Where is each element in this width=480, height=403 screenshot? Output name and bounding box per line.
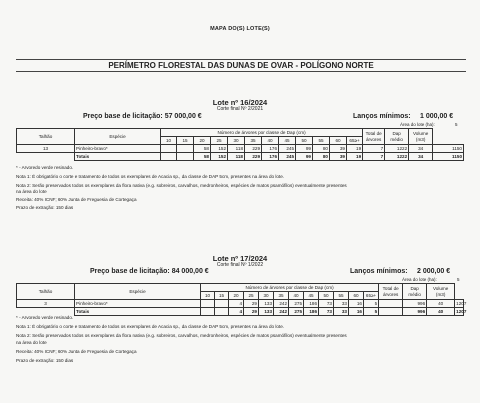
cell-value: 242 xyxy=(274,308,289,316)
cell-value: 176 xyxy=(262,145,279,153)
cell-value: 133 xyxy=(259,300,274,308)
cell-value: 33 xyxy=(334,300,349,308)
col-group-dap: Número de árvores por classe de Dap (cm) xyxy=(161,129,363,137)
cell-volume: 1150 xyxy=(433,145,464,153)
cell-value xyxy=(215,308,229,316)
col-class: 55 xyxy=(334,292,349,300)
lot-2-note: na área do lote xyxy=(16,340,47,345)
lot-1-table xyxy=(16,128,464,161)
cell-value xyxy=(201,300,215,308)
cell-value: 118 xyxy=(228,153,245,161)
cell-value xyxy=(161,145,177,153)
col-class: 35 xyxy=(274,292,289,300)
cell-value: 16 xyxy=(349,300,364,308)
col-total: Total de árvores xyxy=(363,129,385,145)
totals-row xyxy=(17,308,464,316)
lot-1-min-bid-label: Lanços mínimos: xyxy=(353,113,411,120)
table-row xyxy=(17,300,464,308)
cell-volume: 1150 xyxy=(433,153,464,161)
cell-value xyxy=(161,153,177,161)
cell-value: 152 xyxy=(211,145,228,153)
cell-value: 4 xyxy=(229,308,244,316)
cell-talhao: 3 xyxy=(17,300,75,308)
lot-1-title: Lote nº 16/2024 xyxy=(212,98,268,107)
col-volume: Volume (m3) xyxy=(427,284,455,300)
lot-1-min-bid-value: 1 000,00 € xyxy=(420,113,454,120)
cell-dap: 34 xyxy=(409,153,433,161)
lot-1-note: Nota 1: É obrigatório o corte e tratamento de todos os exemplares de Acacia sp., da classe de DAP 5cm, presentes na área do lote. xyxy=(16,174,285,179)
col-class: 15 xyxy=(177,137,194,145)
cell-value: 242 xyxy=(274,300,289,308)
col-class: 40 xyxy=(262,137,279,145)
cell-value: 29 xyxy=(244,308,259,316)
totals-label: Totais xyxy=(75,308,201,316)
col-total: Total de árvores xyxy=(379,284,403,300)
col-talhao: Talhão xyxy=(17,284,75,300)
lot-1-note: * - Arvoredo verde resinado. xyxy=(16,165,74,170)
lot-1-note: na área do lote xyxy=(16,189,47,194)
col-class: 45 xyxy=(304,292,319,300)
cell-especie: Pinheiro-bravo* xyxy=(75,300,201,308)
col-class: 25 xyxy=(211,137,228,145)
cell-value: 229 xyxy=(245,145,262,153)
lot-2-note: * - Arvoredo verde resinado. xyxy=(16,315,74,320)
cell-value: 80 xyxy=(313,145,330,153)
col-class: 35 xyxy=(245,137,262,145)
lot-2-table xyxy=(16,283,467,316)
cell-value: 186 xyxy=(304,300,319,308)
col-class: 30 xyxy=(228,137,245,145)
cell-value xyxy=(379,308,403,316)
cell-dap: 34 xyxy=(409,145,433,153)
cell-value: 58 xyxy=(194,153,211,161)
cell-total: 1222 xyxy=(385,153,409,161)
lot-2-note: Nota 1: É obrigatório o corte e tratamento de todos os exemplares de Acacia sp., da classe de DAP 5cm, presentes na área do lote. xyxy=(16,324,285,329)
col-dap: Dap médio xyxy=(385,129,409,145)
lot-2-price: Preço base de licitação: 84 000,00 € xyxy=(90,268,209,275)
col-class: 65≥+ xyxy=(347,137,363,145)
cell-value xyxy=(215,300,229,308)
col-class: 20 xyxy=(194,137,211,145)
col-dap: Dap médio xyxy=(403,284,427,300)
lot-1-price: Preço base de licitação: 57 000,00 € xyxy=(83,113,202,120)
totals-label: Totais xyxy=(75,153,161,161)
cell-value: 275 xyxy=(289,308,304,316)
cell-value: 80 xyxy=(313,153,330,161)
cell-value: 99 xyxy=(296,153,313,161)
col-class: 50 xyxy=(319,292,334,300)
cell-value: 16 xyxy=(349,308,364,316)
lot-1-area-value: 5 xyxy=(455,122,458,127)
cell-dap: 40 xyxy=(427,308,455,316)
col-class: 15 xyxy=(215,292,229,300)
col-especie: Espécie xyxy=(75,129,161,145)
col-class: 40 xyxy=(289,292,304,300)
col-especie: Espécie xyxy=(75,284,201,300)
cell-value: 245 xyxy=(279,153,296,161)
cell-value xyxy=(201,308,215,316)
cell-value: 4 xyxy=(229,300,244,308)
cell-value: 5 xyxy=(364,300,379,308)
cell-value: 99 xyxy=(296,145,313,153)
totals-row xyxy=(17,153,464,161)
cell-talhao: 13 xyxy=(17,145,75,153)
col-class: 20 xyxy=(229,292,244,300)
cell-value: 245 xyxy=(279,145,296,153)
cell-value: 73 xyxy=(319,300,334,308)
lot-2-note: Prazo de extração: 150 dias xyxy=(16,358,74,363)
cell-volume: 1207 xyxy=(456,308,467,314)
cell-value xyxy=(177,145,194,153)
cell-value: 19 xyxy=(347,145,363,153)
cell-empty xyxy=(17,153,75,161)
cell-value: 5 xyxy=(364,308,379,316)
lot-2-area-value: 5 xyxy=(457,277,460,282)
col-class: 60 xyxy=(349,292,364,300)
cell-value: 7 xyxy=(363,153,385,161)
cell-value: 275 xyxy=(289,300,304,308)
lot-2-note: Nota 2: Serão preservados todos os exemplares da flora nativa (e.g. sobreiros, carvalhos, medronheiros, espécies de matos psamófilos) eventualmente presentes xyxy=(16,333,347,338)
cell-value: 176 xyxy=(262,153,279,161)
cell-value: 118 xyxy=(228,145,245,153)
cell-value: 29 xyxy=(244,300,259,308)
cell-value xyxy=(379,300,403,308)
lot-1-note: Nota 2: Serão preservados todos os exemplares da flora nativa (e.g. sobreiros, carvalhos, medronheiros, espécies de matos psamófilos) eventualmente presentes xyxy=(16,183,347,188)
lot-2-min-bid-label: Lanços mínimos: xyxy=(350,268,408,275)
col-class: 10 xyxy=(201,292,215,300)
lot-1-note: Receita: 40% ICNF; 60% Junta de Freguesia de Cortegaça xyxy=(16,197,137,202)
cell-value: 39 xyxy=(330,145,347,153)
cell-value: 229 xyxy=(245,153,262,161)
cell-value: 186 xyxy=(304,308,319,316)
cell-total: 996 xyxy=(403,308,427,316)
cell-value: 33 xyxy=(334,308,349,316)
col-class: 65≥+ xyxy=(364,292,379,300)
lot-1-area-label: Área do lote (ha): xyxy=(400,122,435,127)
cell-volume: 1207 xyxy=(456,300,467,306)
table-row xyxy=(17,145,464,153)
cell-value: 7 xyxy=(363,145,385,153)
cell-value: 58 xyxy=(194,145,211,153)
cell-value: 73 xyxy=(319,308,334,316)
lot-1-note: Prazo de extração: 150 dias xyxy=(16,205,74,210)
cell-value xyxy=(177,153,194,161)
lot-2-note: Receita: 40% ICNF; 60% Junta de Freguesia de Cortegaça xyxy=(16,349,137,354)
lot-1-corte: Corte final Nº 2/2021 xyxy=(216,106,264,112)
lot-2-min-bid-value: 2 000,00 € xyxy=(417,268,451,275)
lot-2-title: Lote nº 17/2024 xyxy=(212,254,268,263)
cell-value: 133 xyxy=(259,308,274,316)
cell-especie: Pinheiro-bravo* xyxy=(75,145,161,153)
cell-value: 39 xyxy=(330,153,347,161)
col-class: 55 xyxy=(313,137,330,145)
cell-value: 19 xyxy=(347,153,363,161)
lot-2-area-label: Área do lote (ha): xyxy=(402,277,437,282)
document-title: MAPA DO(S) LOTE(S) xyxy=(210,26,270,32)
col-class: 50 xyxy=(296,137,313,145)
col-class: 10 xyxy=(161,137,177,145)
cell-dap: 40 xyxy=(427,300,455,308)
col-class: 60 xyxy=(330,137,347,145)
cell-total: 996 xyxy=(403,300,427,308)
cell-value: 152 xyxy=(211,153,228,161)
col-talhao: Talhão xyxy=(17,129,75,145)
cell-total: 1222 xyxy=(385,145,409,153)
lot-2-corte: Corte final Nº 1/2022 xyxy=(216,262,264,268)
perimeter-banner: PERÍMETRO FLORESTAL DAS DUNAS DE OVAR - POLÍGONO NORTE xyxy=(16,59,466,72)
col-volume: Volume (m3) xyxy=(409,129,433,145)
col-class: 30 xyxy=(259,292,274,300)
col-class: 45 xyxy=(279,137,296,145)
col-group-dap: Número de árvores por classe de Dap (cm) xyxy=(201,284,379,292)
col-class: 25 xyxy=(244,292,259,300)
